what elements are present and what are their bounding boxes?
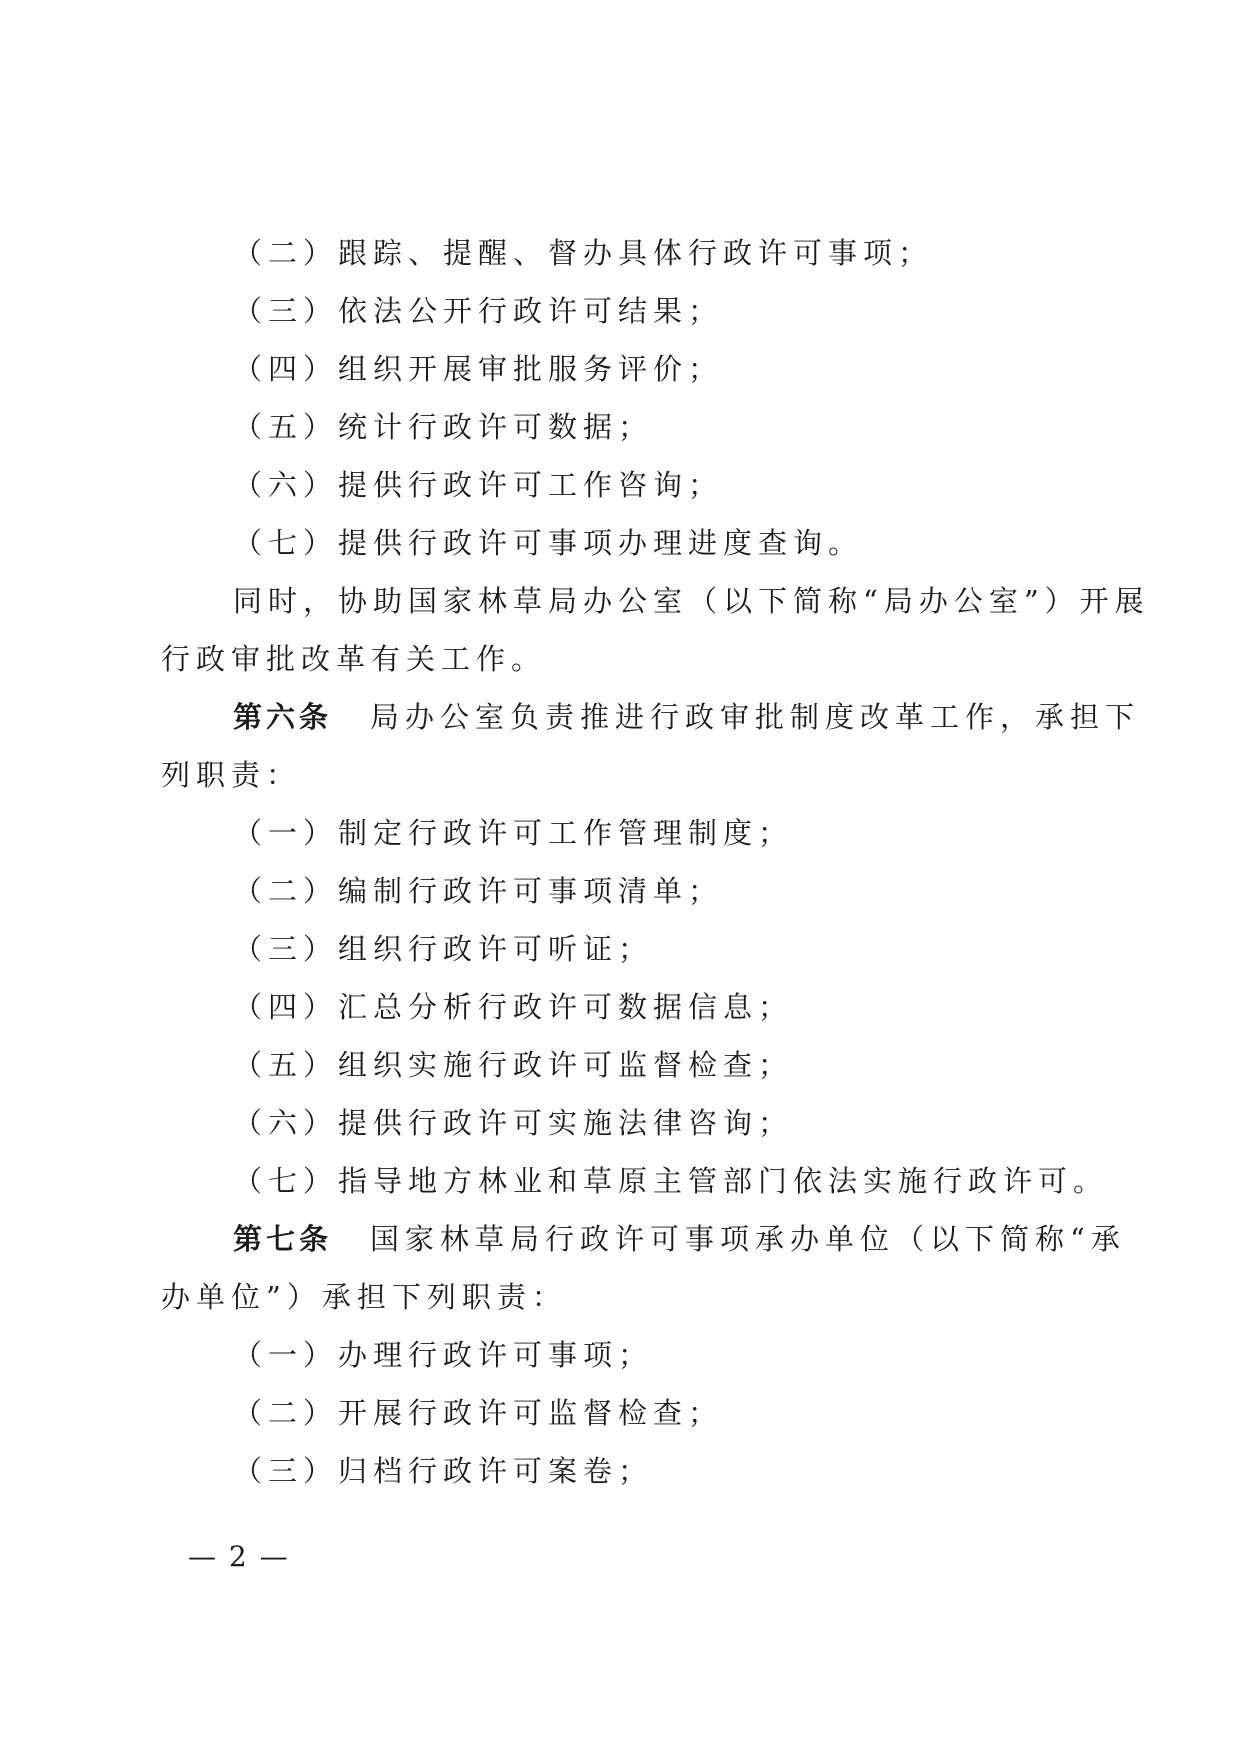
list-item: （六）提供行政许可工作咨询； [233,468,724,502]
list-item: （一）办理行政许可事项； [233,1338,654,1372]
list-item: （六）提供行政许可实施法律咨询； [233,1106,794,1140]
paragraph-line: 办单位”）承担下列职责： [161,1280,567,1314]
list-item: （五）组织实施行政许可监督检查； [233,1048,794,1082]
page-number: — 2 — [188,1540,290,1573]
list-item: （三）归档行政许可案卷； [233,1454,654,1488]
list-item: （五）统计行政许可数据； [233,410,654,444]
list-item: （七）提供行政许可事项办理进度查询。 [233,526,864,560]
article-6-first-line [233,697,1240,737]
list-item: （一）制定行政许可工作管理制度； [233,816,794,850]
list-item: （四）汇总分析行政许可数据信息； [233,990,794,1024]
article-7-text: 国家林草局行政许可事项承办单位（以下简称“承 [370,1222,1126,1256]
paragraph-line: 同时，协助国家林草局办公室（以下简称“局办公室”）开展 [233,584,1150,618]
list-item: （四）组织开展审批服务评价； [233,352,724,386]
list-item: （二）跟踪、提醒、督办具体行政许可事项； [233,236,934,270]
list-item: （三）组织行政许可听证； [233,932,654,966]
list-item: （二）编制行政许可事项清单； [233,874,724,908]
paragraph-line: 行政审批改革有关工作。 [161,642,547,676]
list-item: （七）指导地方林业和草原主管部门依法实施行政许可。 [233,1164,1109,1198]
article-6-heading: 第六条 [233,700,333,734]
article-7-heading: 第七条 [233,1222,333,1256]
list-item: （三）依法公开行政许可结果； [233,294,724,328]
list-item: （二）开展行政许可监督检查； [233,1396,724,1430]
paragraph-line: 列职责： [161,758,302,792]
article-6-text: 局办公室负责推进行政审批制度改革工作，承担下 [370,700,1141,734]
article-7-first-line [233,1219,1240,1259]
